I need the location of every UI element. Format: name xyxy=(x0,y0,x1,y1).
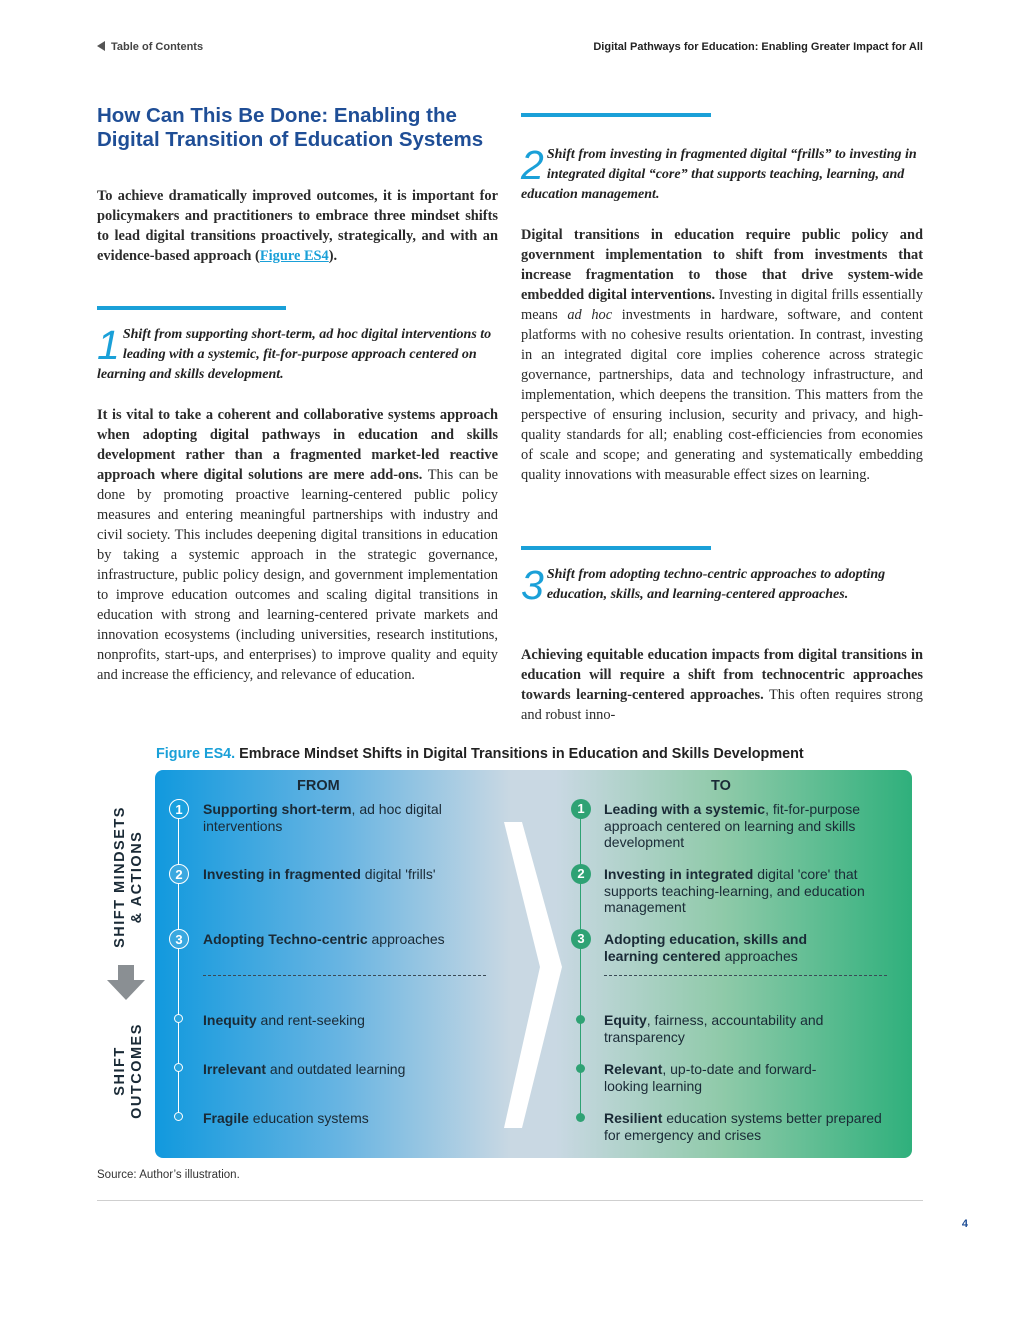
shift-2-rule xyxy=(521,113,711,117)
from-step-2-badge: 2 xyxy=(169,864,189,884)
from-outcome-1-dot xyxy=(174,1014,183,1023)
side-label-shift-mindsets: SHIFT MINDSETS & ACTIONS xyxy=(112,806,145,948)
footer-divider xyxy=(97,1200,923,1201)
from-outcome-2-dot xyxy=(174,1063,183,1072)
from-item-3: Adopting Techno-centric approaches xyxy=(203,931,445,947)
to-step-1-badge: 1 xyxy=(571,799,591,819)
shift-2-heading: 2 Shift from investing in fragmented digital “frills” to investing in integrated digital “core” that supports teaching, learning, and education management. xyxy=(521,142,917,202)
from-outcome-1: Inequity and rent-seeking xyxy=(203,1012,365,1028)
from-step-3-badge: 3 xyxy=(169,929,189,949)
to-outcome-1-dot xyxy=(576,1015,585,1024)
running-title: Digital Pathways for Education: Enabling Greater Impact for All xyxy=(593,41,923,53)
to-item-1: Leading with a systemic, fit-for-purpose approach centered on learning and skills development xyxy=(604,801,860,850)
from-outcome-2: Irrelevant and outdated learning xyxy=(203,1061,406,1077)
shift-1-body: It is vital to take a coherent and collaborative systems approach when adopting digital pathways in education and skills development rather than a fragmented market-led reactive approach where digital solutions are mere add-ons. This can be done by promoting proactive learning-centered public policy measures and entering meaningful partnerships with industry and civil society. This includes deepening digital transitions in education by taking a systemic approach in the strategic governance, infrastructure, public policy design, and government implementation to improve education outcomes and scaling digital transitions in education with strong and learning-centered private markets and innovation ecosystems (including universities, research institutions, nonprofits, start-ups, and enterprises) to improve quality and equity and increase the efficiency, and relevance of education. xyxy=(97,407,498,683)
to-item-3: Adopting education, skills and learning centered approaches xyxy=(604,931,808,964)
to-outcome-2: Relevant, up-to-date and forward-looking learning xyxy=(604,1061,817,1094)
section-title: How Can This Be Done: Enabling the Digital Transition of Education Systems xyxy=(97,104,484,151)
to-outcome-3: Resilient education systems better prepared for emergency and crises xyxy=(604,1110,882,1143)
shift-2-number: 2 xyxy=(521,142,542,188)
to-step-2-badge: 2 xyxy=(571,864,591,884)
from-outcome-3-dot xyxy=(174,1112,183,1121)
from-divider xyxy=(203,975,486,976)
from-step-1-badge: 1 xyxy=(169,799,189,819)
shift-2-body: Digital transitions in education require public policy and government implementation to shift from investments that increase fragmentation to those that drive system-wide embedded digital interventions. Investing in digital frills essentially means ad hoc investments in hardware, software, and content platforms with no cohesive results orientation. In contrast, investing in an integrated digital core implies coherence across strategic governance, partnerships, data and technology infrastructure, and implementation, which deepens the transition. This matters from the perspective of ensuring inclusion, security and privacy, and high-quality standards for all; enabling cost-efficiencies from economies of scale and scope; and generating and systematically embedding quality innovations with measurable effect sizes on learning. xyxy=(521,227,923,483)
to-outcome-1: Equity, fairness, accountability and transparency xyxy=(604,1012,824,1045)
side-label-shift-outcomes: SHIFT OUTCOMES xyxy=(112,1023,145,1119)
from-item-2: Investing in fragmented digital 'frills' xyxy=(203,866,436,882)
shift-1-number: 1 xyxy=(97,322,118,368)
back-arrow-icon xyxy=(97,41,105,51)
to-outcome-2-dot xyxy=(576,1064,585,1073)
to-outcome-3-dot xyxy=(576,1113,585,1122)
page-number: 4 xyxy=(961,1218,968,1230)
shift-3-heading: 3 Shift from adopting techno-centric approaches to adopting education, skills, and learning-centered approaches. xyxy=(521,562,886,608)
intro-paragraph: To achieve dramatically improved outcomes, it is important for policymakers and practitioners to embrace three mindset shifts to lead digital transitions proactively, strategically, and with an evidence-based approach (Figure ES4). xyxy=(97,188,498,264)
to-divider xyxy=(604,975,887,976)
figure-title: Figure ES4. Embrace Mindset Shifts in Digital Transitions in Education and Skills Development xyxy=(156,746,804,762)
to-step-3-badge: 3 xyxy=(571,929,591,949)
toc-label: Table of Contents xyxy=(111,41,204,53)
shift-3-number: 3 xyxy=(521,562,542,608)
shift-1-rule xyxy=(97,306,286,310)
shift-3-rule xyxy=(521,546,711,550)
to-item-2: Investing in integrated digital 'core' that supports teaching-learning, and education management xyxy=(604,866,865,915)
table-of-contents-link[interactable] xyxy=(97,41,203,53)
down-arrow-icon xyxy=(107,965,145,1001)
from-header: FROM xyxy=(297,778,340,794)
figure-source: Source: Author’s illustration. xyxy=(97,1169,240,1181)
figure-es4-link[interactable]: Figure ES4 xyxy=(259,248,329,264)
from-item-1: Supporting short-term, ad hoc digital interventions xyxy=(203,801,442,834)
chevron-arrow-icon xyxy=(500,822,565,1132)
from-outcome-3: Fragile education systems xyxy=(203,1110,369,1126)
to-header: TO xyxy=(711,778,731,794)
shift-3-body: Achieving equitable education impacts from digital transitions in education will require a shift from technocentric approaches towards learning-centered approaches. This often requires strong and robust inno- xyxy=(521,647,923,723)
shift-1-heading: 1 Shift from supporting short-term, ad hoc digital interventions to leading with a systemic, fit-for-purpose approach centered on learning and skills development. xyxy=(97,322,492,382)
